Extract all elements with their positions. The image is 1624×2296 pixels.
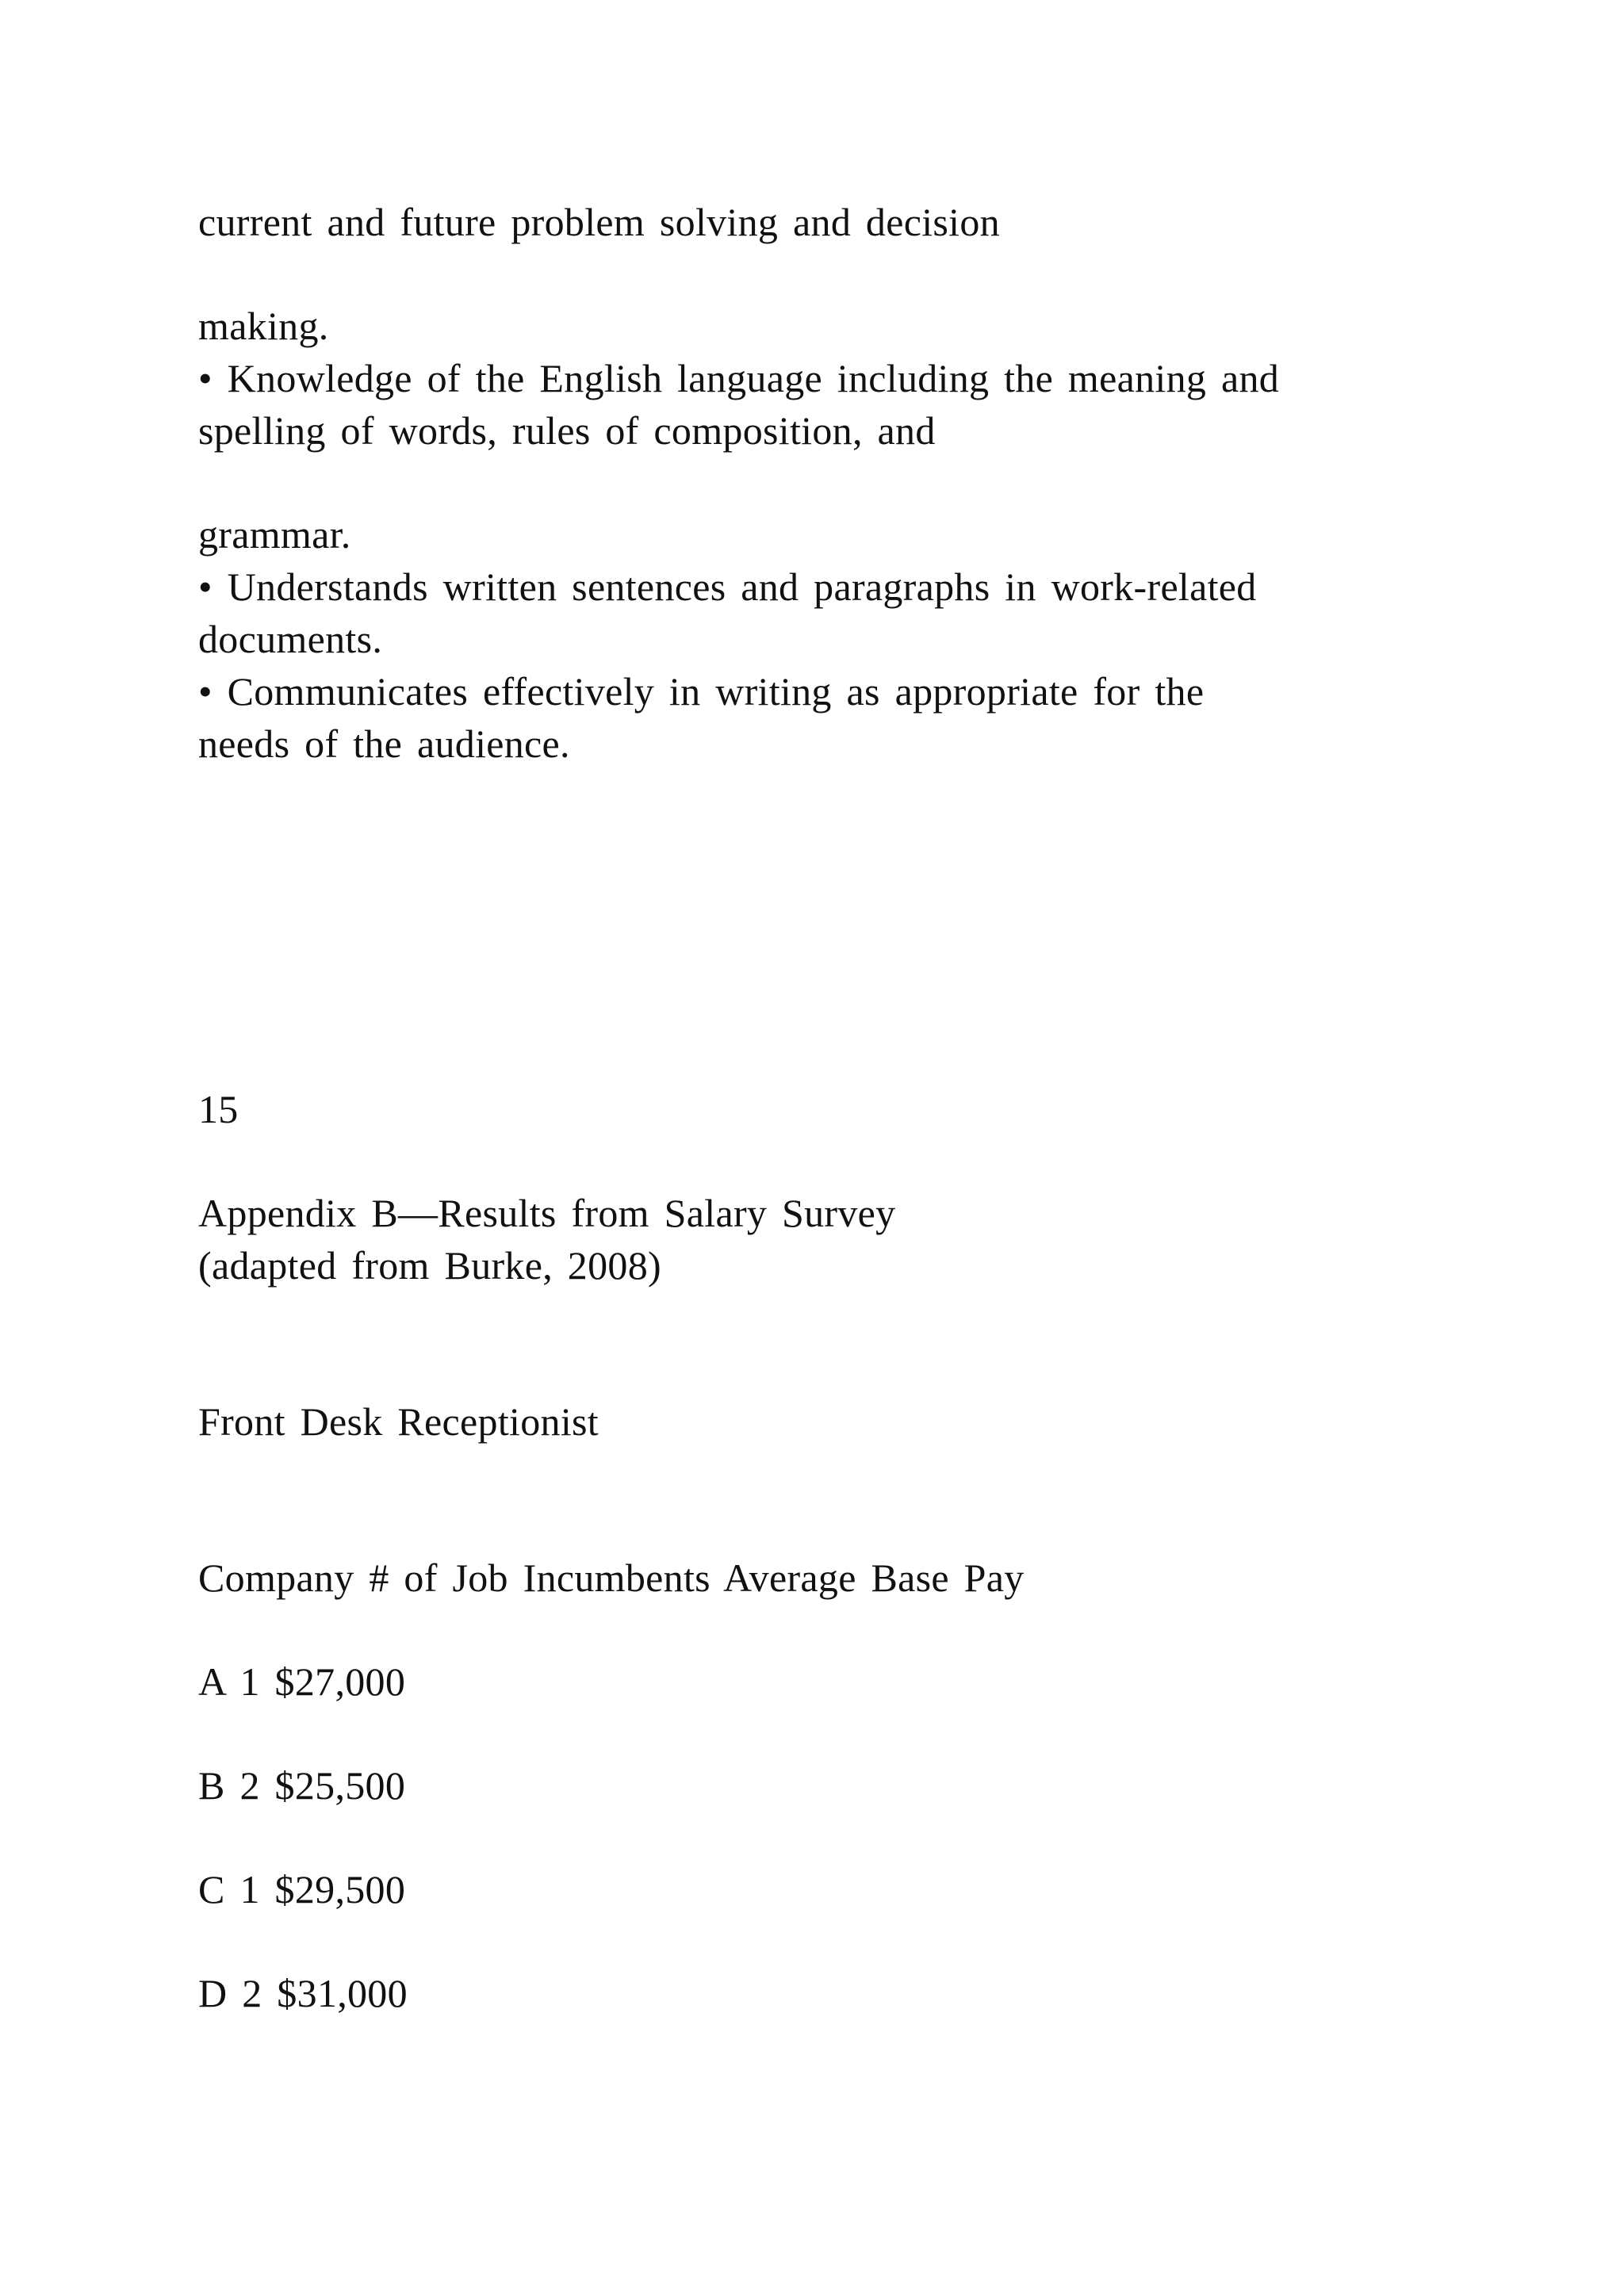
body-text-line: making. [198, 304, 329, 348]
table-row: B 2 $25,500 [198, 1763, 406, 1808]
table-row: A 1 $27,000 [198, 1659, 406, 1704]
bullet-item-line: spelling of words, rules of composition, and [198, 408, 936, 453]
body-text-line: current and future problem solving and decision [198, 200, 1000, 244]
bullet-item-line: needs of the audience. [198, 721, 570, 766]
job-title: Front Desk Receptionist [198, 1399, 599, 1444]
table-row: C 1 $29,500 [198, 1867, 406, 1911]
appendix-title: Appendix B—Results from Salary Survey [198, 1191, 896, 1235]
bullet-item-line: grammar. [198, 512, 351, 557]
bullet-item-line: • Understands written sentences and paragraphs in work-related [198, 564, 1257, 609]
bullet-item-line: • Communicates effectively in writing as appropriate for the [198, 669, 1205, 714]
table-header: Company # of Job Incumbents Average Base Pay [198, 1556, 1025, 1600]
table-row: D 2 $31,000 [198, 1971, 408, 2015]
bullet-item-line: documents. [198, 617, 383, 661]
bullet-item-line: • Knowledge of the English language including the meaning and [198, 356, 1280, 400]
appendix-subtitle: (adapted from Burke, 2008) [198, 1243, 661, 1288]
page-number: 15 [198, 1087, 239, 1131]
